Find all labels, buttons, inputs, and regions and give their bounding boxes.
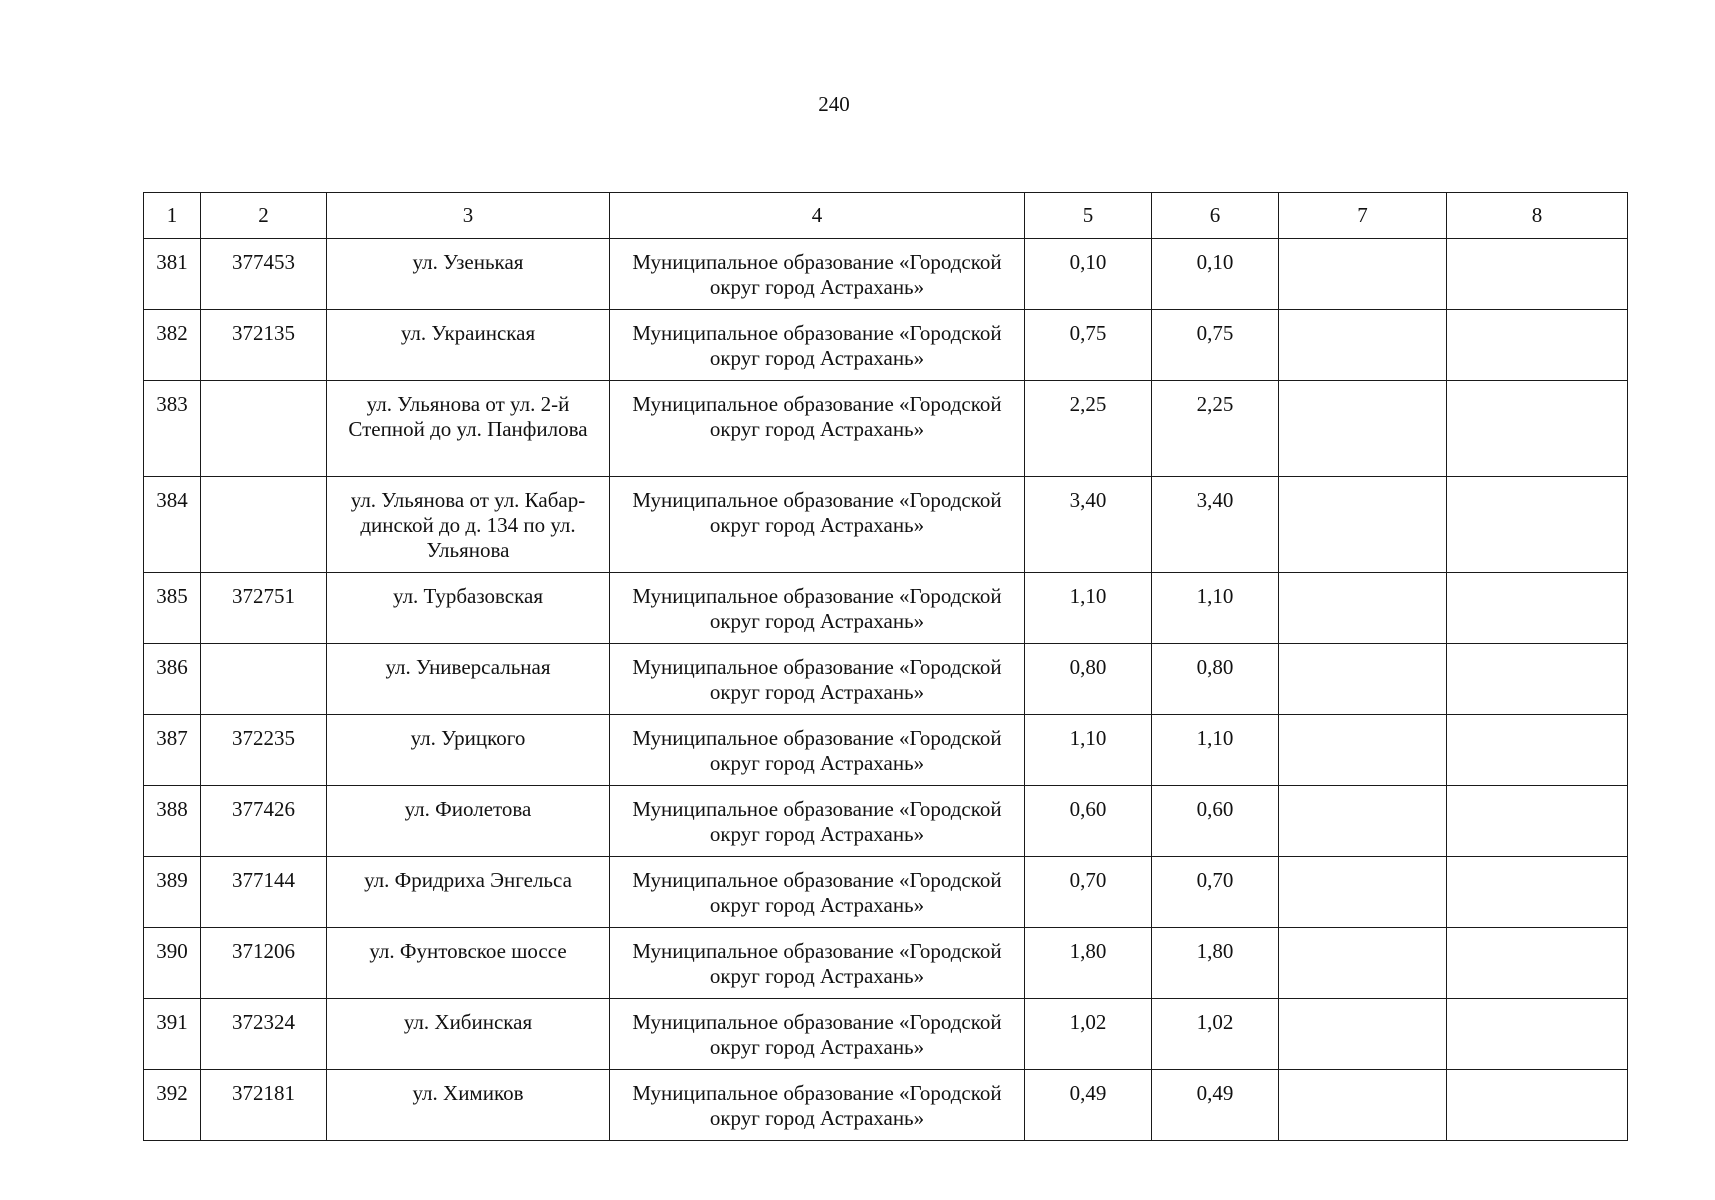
empty-cell (1447, 310, 1628, 381)
row-number-cell: 388 (144, 786, 201, 857)
length-cell: 1,10 (1025, 715, 1152, 786)
street-name-cell: ул. Химиков (327, 1070, 610, 1141)
row-number-cell: 392 (144, 1070, 201, 1141)
length-cell: 0,75 (1025, 310, 1152, 381)
empty-cell (1447, 786, 1628, 857)
column-header: 5 (1025, 193, 1152, 239)
street-name-cell: ул. Узенькая (327, 239, 610, 310)
empty-cell (1279, 1070, 1447, 1141)
table-row (144, 477, 1628, 573)
owner-cell: Муниципальное образование «Городской округ город Астрахань» (610, 477, 1025, 573)
row-number-cell: 381 (144, 239, 201, 310)
road-code-cell: 372235 (201, 715, 327, 786)
length-cell: 1,80 (1152, 928, 1279, 999)
road-code-cell (201, 477, 327, 573)
length-cell: 0,75 (1152, 310, 1279, 381)
empty-cell (1279, 239, 1447, 310)
empty-cell (1279, 999, 1447, 1070)
length-cell: 0,70 (1025, 857, 1152, 928)
column-header: 2 (201, 193, 327, 239)
row-number-cell: 385 (144, 573, 201, 644)
table-header-row (144, 193, 1628, 239)
owner-cell: Муниципальное образование «Городской округ город Астрахань» (610, 1070, 1025, 1141)
empty-cell (1447, 928, 1628, 999)
street-name-cell: ул. Турбазовская (327, 573, 610, 644)
column-header: 8 (1447, 193, 1628, 239)
empty-cell (1279, 857, 1447, 928)
column-header: 7 (1279, 193, 1447, 239)
owner-cell: Муниципальное образование «Городской округ город Астрахань» (610, 999, 1025, 1070)
empty-cell (1279, 310, 1447, 381)
owner-cell: Муниципальное образование «Городской округ город Астрахань» (610, 381, 1025, 477)
table-row (144, 310, 1628, 381)
table-row (144, 644, 1628, 715)
owner-cell: Муниципальное образование «Городской округ город Астрахань» (610, 928, 1025, 999)
length-cell: 1,02 (1152, 999, 1279, 1070)
column-header: 4 (610, 193, 1025, 239)
road-code-cell: 377453 (201, 239, 327, 310)
row-number-cell: 386 (144, 644, 201, 715)
empty-cell (1447, 573, 1628, 644)
empty-cell (1447, 381, 1628, 477)
row-number-cell: 382 (144, 310, 201, 381)
street-name-cell: ул. Ульянова от ул. Кабар-динской до д. 134 по ул. Ульянова (327, 477, 610, 573)
table-row (144, 715, 1628, 786)
road-code-cell: 377144 (201, 857, 327, 928)
street-name-cell: ул. Фридриха Энгельса (327, 857, 610, 928)
empty-cell (1447, 999, 1628, 1070)
column-header: 3 (327, 193, 610, 239)
length-cell: 0,10 (1025, 239, 1152, 310)
street-name-cell: ул. Урицкого (327, 715, 610, 786)
road-code-cell (201, 381, 327, 477)
length-cell: 1,80 (1025, 928, 1152, 999)
empty-cell (1279, 644, 1447, 715)
length-cell: 0,60 (1025, 786, 1152, 857)
empty-cell (1447, 715, 1628, 786)
column-header: 1 (144, 193, 201, 239)
row-number-cell: 387 (144, 715, 201, 786)
empty-cell (1279, 928, 1447, 999)
empty-cell (1279, 786, 1447, 857)
owner-cell: Муниципальное образование «Городской округ город Астрахань» (610, 857, 1025, 928)
road-code-cell (201, 644, 327, 715)
road-code-cell: 377426 (201, 786, 327, 857)
street-name-cell: ул. Универсальная (327, 644, 610, 715)
table-row (144, 999, 1628, 1070)
column-header: 6 (1152, 193, 1279, 239)
owner-cell: Муниципальное образование «Городской округ город Астрахань» (610, 644, 1025, 715)
length-cell: 0,49 (1025, 1070, 1152, 1141)
empty-cell (1447, 1070, 1628, 1141)
road-code-cell: 372181 (201, 1070, 327, 1141)
length-cell: 2,25 (1152, 381, 1279, 477)
road-code-cell: 372135 (201, 310, 327, 381)
length-cell: 2,25 (1025, 381, 1152, 477)
owner-cell: Муниципальное образование «Городской округ город Астрахань» (610, 786, 1025, 857)
table-row (144, 1070, 1628, 1141)
length-cell: 1,10 (1025, 573, 1152, 644)
page-number: 240 (818, 92, 850, 116)
length-cell: 3,40 (1025, 477, 1152, 573)
street-name-cell: ул. Ульянова от ул. 2-й Степной до ул. Панфилова (327, 381, 610, 477)
road-list-table (143, 192, 1628, 1141)
table-row (144, 928, 1628, 999)
owner-cell: Муниципальное образование «Городской округ город Астрахань» (610, 715, 1025, 786)
table-row (144, 786, 1628, 857)
empty-cell (1279, 573, 1447, 644)
road-code-cell: 372751 (201, 573, 327, 644)
length-cell: 0,80 (1025, 644, 1152, 715)
street-name-cell: ул. Фунтовское шоссе (327, 928, 610, 999)
owner-cell: Муниципальное образование «Городской округ город Астрахань» (610, 573, 1025, 644)
road-code-cell: 372324 (201, 999, 327, 1070)
length-cell: 1,10 (1152, 715, 1279, 786)
empty-cell (1447, 477, 1628, 573)
street-name-cell: ул. Фиолетова (327, 786, 610, 857)
table-row (144, 857, 1628, 928)
table-row (144, 573, 1628, 644)
street-name-cell: ул. Хибинская (327, 999, 610, 1070)
empty-cell (1279, 477, 1447, 573)
row-number-cell: 389 (144, 857, 201, 928)
row-number-cell: 383 (144, 381, 201, 477)
length-cell: 0,80 (1152, 644, 1279, 715)
table-row (144, 381, 1628, 477)
owner-cell: Муниципальное образование «Городской округ город Астрахань» (610, 310, 1025, 381)
row-number-cell: 391 (144, 999, 201, 1070)
empty-cell (1279, 381, 1447, 477)
length-cell: 3,40 (1152, 477, 1279, 573)
road-code-cell: 371206 (201, 928, 327, 999)
length-cell: 0,70 (1152, 857, 1279, 928)
length-cell: 0,10 (1152, 239, 1279, 310)
length-cell: 0,49 (1152, 1070, 1279, 1141)
empty-cell (1279, 715, 1447, 786)
length-cell: 1,02 (1025, 999, 1152, 1070)
street-name-cell: ул. Украинская (327, 310, 610, 381)
length-cell: 0,60 (1152, 786, 1279, 857)
empty-cell (1447, 644, 1628, 715)
row-number-cell: 384 (144, 477, 201, 573)
empty-cell (1447, 857, 1628, 928)
owner-cell: Муниципальное образование «Городской округ город Астрахань» (610, 239, 1025, 310)
row-number-cell: 390 (144, 928, 201, 999)
table-row (144, 239, 1628, 310)
empty-cell (1447, 239, 1628, 310)
length-cell: 1,10 (1152, 573, 1279, 644)
